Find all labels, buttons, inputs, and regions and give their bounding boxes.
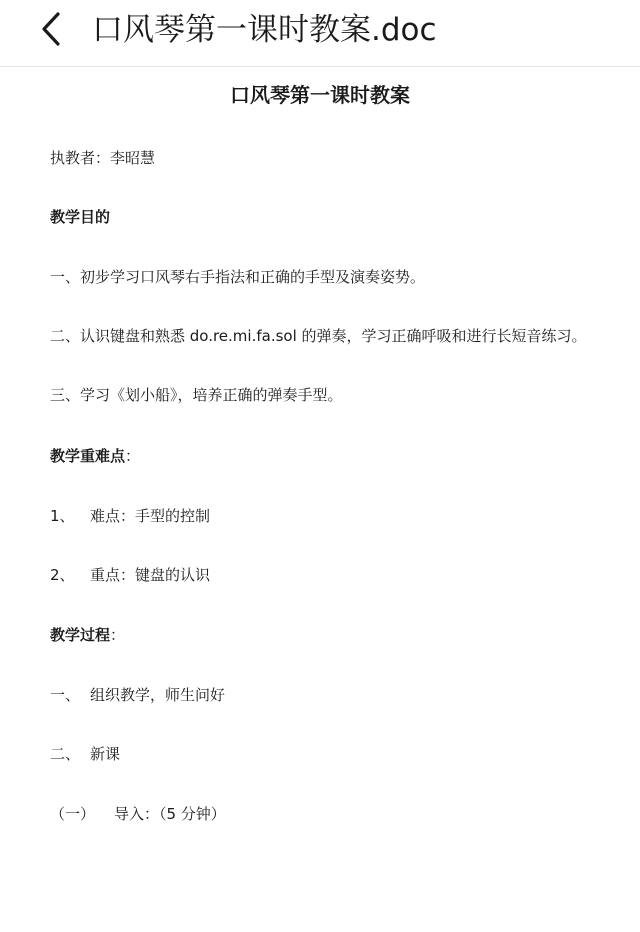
process-heading: 教学过程 [50, 626, 111, 644]
key-point-item [50, 564, 210, 586]
key-point-number: 2、 [50, 566, 75, 584]
sub-section-number: （一） [50, 805, 96, 823]
objectives-heading: 教学目的 [50, 208, 111, 226]
objective-item: 一、初步学习口风琴右手指法和正确的手型及演奏姿势。 [50, 268, 426, 286]
process-colon: ： [110, 626, 126, 644]
key-points-heading-line [50, 445, 140, 467]
key-point-text: 重点：键盘的认识 [90, 566, 211, 584]
sub-section-text: 导入：（5 分钟） [114, 805, 226, 823]
process-item [50, 743, 120, 765]
key-points-heading: 教学重难点 [50, 447, 126, 465]
key-point-number: 1、 [50, 507, 75, 525]
objective-item: 二、认识键盘和熟悉 do.re.mi.fa.sol 的弹奏，学习正确呼吸和进行长短音练习。 [50, 327, 587, 345]
top-bar [0, 0, 640, 67]
process-number: 一、 [50, 686, 81, 704]
process-heading-line [50, 624, 125, 646]
process-number: 二、 [50, 745, 81, 763]
sub-section-item [50, 803, 226, 825]
objective-item: 三、学习《划小船》，培养正确的弹奏手型。 [50, 386, 343, 404]
process-text: 新课 [90, 745, 121, 763]
document-file-title: 口风琴第一课时教案.doc [92, 12, 437, 48]
key-point-item [50, 505, 210, 527]
back-button[interactable] [34, 10, 74, 50]
key-points-colon: ： [125, 447, 141, 465]
document-content [0, 67, 640, 932]
chevron-left-icon [34, 10, 74, 50]
teacher-line: 执教者：李昭慧 [50, 149, 156, 167]
key-point-text: 难点：手型的控制 [90, 507, 211, 525]
document-heading: 口风琴第一课时教案 [230, 83, 410, 107]
process-text: 组织教学，师生问好 [90, 686, 226, 704]
process-item [50, 684, 225, 706]
